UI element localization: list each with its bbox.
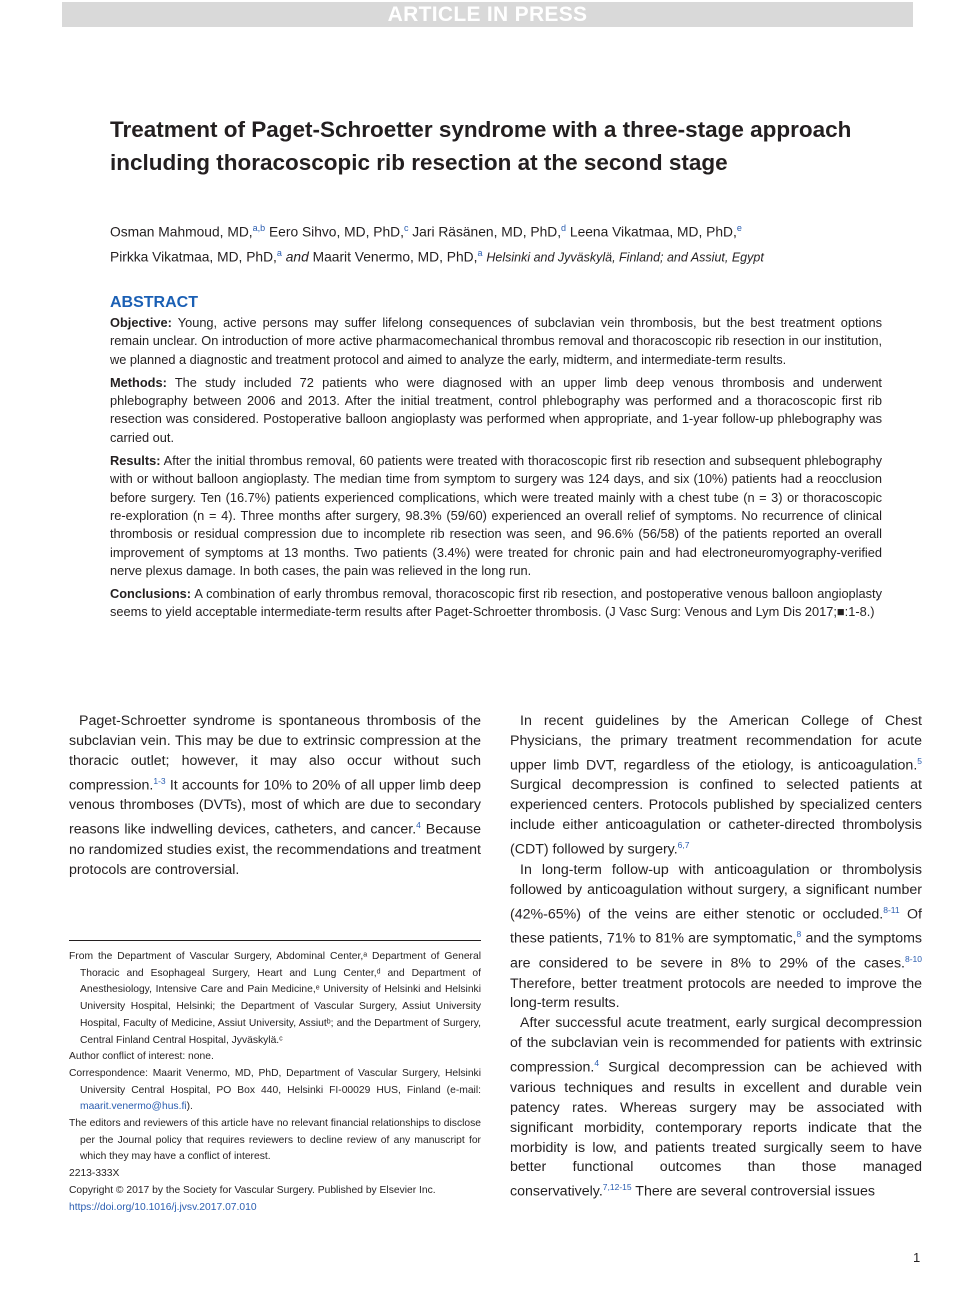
body-text: It accounts for 10% to 20% of all upper limb deep venous thromboses (DVTs), most of which are due to secondary reasons like indwelling devices, catheters, and cancer. bbox=[69, 777, 481, 838]
author-name: Eero Sihvo, MD, PhD, bbox=[268, 224, 404, 240]
results-label: Results: bbox=[110, 453, 161, 469]
body-text: Surgical decompression is confined to selected patients at experienced centers. Protocols published by specialized centers include either anticoagulation or catheter-directed thrombolysis (CDT) followed by surgery. bbox=[510, 777, 922, 858]
correspondence-text: ). bbox=[186, 1101, 193, 1113]
affiliation-line: Helsinki and Jyväskylä, Finland; and Assiut, Egypt bbox=[486, 250, 764, 265]
author-name: Osman Mahmoud, MD, bbox=[110, 224, 253, 240]
objective-label: Objective: bbox=[110, 315, 172, 330]
footnote-issn: 2213-333X bbox=[69, 1168, 120, 1180]
results-text: After the initial thrombus removal, 60 patients were treated with thoracoscopic first rib resection and subsequent phlebography with or without balloon angioplasty. The median time from symptom to surgery was 124 days, and six (10%) patients had a reocclusion before surgery. Ten (16.7%) patients experienced complications, which were treated mainly with a chest tube (n = 3) or thoracoscopic re-exploration (n = 4). Three months after surgery, 98.3% (59/60) experienced an overall relief of symptoms. No recurrence of clinical thrombosis or residual compression due to incomplete rib resection was seen, and 96.6% (56/58) of the patients reported an overall improvement of symptoms at 13 months. Two patients (3.4%) were treated for chronic pain and had electroneuromyography-verified nerve plexus damage. In both cases, the pain was relieved in the long run. bbox=[110, 453, 882, 578]
footnote-affiliations: From the Department of Vascular Surgery, Abdominal Center,ᵃ Department of General Thoracic and Esophageal Surgery, Heart and Lung Center,ᵈ and Department of Anesthesiology, Intensive Care and Pain Medicine,ᵉ University of Helsinki and Helsinki University Hospital, Helsinki; the Department of Vascular Surgery, Assiut University Hospital, Faculty of Medicine, Assiut University, Assiutᵇ; and the Department of Surgery, Central Finland Central Hospital, Jyväskylä.ᶜ bbox=[69, 951, 481, 1046]
footnote-divider bbox=[69, 940, 481, 941]
body-paragraph bbox=[510, 861, 922, 1015]
citation-link[interactable]: 1-3 bbox=[153, 775, 166, 786]
email-link[interactable]: maarit.venermo@hus.fi bbox=[80, 1101, 187, 1113]
author-name: Maarit Venermo, MD, PhD, bbox=[312, 249, 478, 265]
author-affiliation-mark: c bbox=[403, 223, 409, 233]
doi-link[interactable]: https://doi.org/10.1016/j.jvsv.2017.07.010 bbox=[69, 1201, 257, 1213]
citation-link[interactable]: 5 bbox=[917, 755, 922, 766]
body-text: Of these patients, 71% to 81% are symptomatic, bbox=[510, 906, 923, 947]
author-name: Leena Vikatmaa, MD, PhD, bbox=[569, 224, 737, 240]
abstract-methods bbox=[110, 374, 882, 447]
footnote-copyright: Copyright © 2017 by the Society for Vascular Surgery. Published by Elsevier Inc. bbox=[69, 1184, 436, 1196]
author-affiliation-mark: a bbox=[276, 247, 282, 258]
author-affiliation-mark: e bbox=[736, 223, 742, 233]
abstract-body bbox=[110, 314, 882, 627]
abstract-objective bbox=[110, 314, 882, 369]
body-left-column bbox=[69, 712, 481, 881]
methods-text: The study included 72 patients who were diagnosed with an upper limb deep venous thrombosis and underwent phlebography between 2006 and 2013. After the initial treatment, control phlebography was performed and a thoracoscopic first rib resection was considered. Postoperative balloon angioplasty was performed when appropriate, and 1-year follow-up phlebography was carried out. bbox=[110, 374, 882, 445]
author-name: Jari Räsänen, MD, PhD, bbox=[412, 224, 562, 240]
author-affiliation-mark: a bbox=[477, 247, 483, 258]
body-paragraph bbox=[510, 712, 922, 861]
abstract-results bbox=[110, 452, 882, 580]
body-text: There are several controversial issues bbox=[631, 1184, 876, 1201]
objective-text: Young, active persons may suffer lifelong consequences of subclavian vein thrombosis, but the best treatment options remain unclear. On introduction of more active pharmacomechanical thrombus removal and thoracoscopic rib resection in our institution, we planned a diagnostic and treatment protocol and aimed to analyze the early, midterm, and intermediate-term results. bbox=[110, 315, 882, 367]
body-text: and the symptoms are considered to be severe in 8% to 29% of the cases. bbox=[510, 931, 922, 972]
body-text: Because no randomized studies exist, the recommendations and treatment protocols are controversial. bbox=[69, 822, 481, 878]
abstract-conclusions bbox=[110, 585, 882, 622]
body-text: Therefore, better treatment protocols are needed to improve the long-term results. bbox=[510, 975, 922, 1012]
author-name: Pirkka Vikatmaa, MD, PhD, bbox=[110, 249, 277, 265]
body-text: After successful acute treatment, early surgical decompression of the subclavian vein is recommended for patients with extrinsic compression. bbox=[510, 1015, 922, 1076]
footnote-correspondence bbox=[69, 1066, 481, 1116]
abstract-heading: ABSTRACT bbox=[110, 294, 198, 311]
body-paragraph bbox=[69, 712, 481, 881]
conclusions-label: Conclusions: bbox=[110, 586, 192, 602]
correspondence-text: Correspondence: Maarit Venermo, MD, PhD, Department of Vascular Surgery, Helsinki University Central Hospital, PO Box 440, Helsinki FI-00029 HUS, Finland (e-mail: bbox=[69, 1067, 481, 1096]
body-paragraph bbox=[510, 1014, 922, 1203]
article-title: Treatment of Paget-Schroetter syndrome with a three-stage approach including thoracoscopic rib resection at the second stage bbox=[110, 117, 852, 175]
body-text: Surgical decompression can be achieved with various techniques and results in excellent and durable vein patency rates. Whereas surgery may be associated with significant morbidity, contemporary reports indicate that the morbidity is low, and patients treated surgically seem to have better functional outcomes than those managed conservatively. bbox=[510, 1059, 922, 1201]
citation-link[interactable]: 8-11 bbox=[883, 904, 900, 915]
authors-and: and bbox=[285, 249, 309, 265]
article-in-press-banner: ARTICLE IN PRESS bbox=[62, 2, 913, 27]
citation-link[interactable]: 7,12-15 bbox=[602, 1182, 632, 1193]
page-number: 1 bbox=[913, 1250, 921, 1265]
conclusions-text: A combination of early thrombus removal, thoracoscopic first rib resection, and postoperative venous balloon angioplasty seems to yield acceptable intermediate-term results after Paget-Schroetter thrombosis. (J Vasc Surg: Venous and Lym Dis 2017;■:1-8.) bbox=[110, 586, 882, 620]
citation-link[interactable]: 4 bbox=[594, 1058, 600, 1069]
body-text: In recent guidelines by the American College of Chest Physicians, the primary treatment recommendation for acute upper limb DVT, regardless of the etiology, is anticoagulation. bbox=[510, 713, 922, 774]
body-text: Paget-Schroetter syndrome is spontaneous thrombosis of the subclavian vein. This may be due to extrinsic compression at the thoracic outlet; however, it may also occur without such compression. bbox=[69, 713, 481, 794]
author-list bbox=[110, 218, 900, 268]
citation-link[interactable]: 4 bbox=[416, 820, 421, 831]
methods-label: Methods: bbox=[110, 374, 167, 390]
citation-link[interactable]: 6,7 bbox=[677, 840, 690, 851]
author-affiliation-mark: d bbox=[561, 223, 567, 233]
citation-link[interactable]: 8 bbox=[796, 929, 802, 940]
body-right-column bbox=[510, 712, 922, 1203]
footnotes bbox=[69, 949, 481, 1216]
footnote-conflict: Author conflict of interest: none. bbox=[69, 1051, 214, 1063]
citation-link[interactable]: 8-10 bbox=[904, 953, 922, 964]
body-text: In long-term follow-up with anticoagulation or thrombolysis followed by anticoagulation without surgery, a significant number (42%-65%) of the veins are either stenotic or occluded. bbox=[510, 861, 922, 923]
author-affiliation-mark: a,b bbox=[252, 223, 266, 233]
footnote-editors: The editors and reviewers of this article have no relevant financial relationships to disclose per the Journal policy that requires reviewers to decline review of any manuscript for which they may have a conflict of interest. bbox=[69, 1118, 481, 1163]
